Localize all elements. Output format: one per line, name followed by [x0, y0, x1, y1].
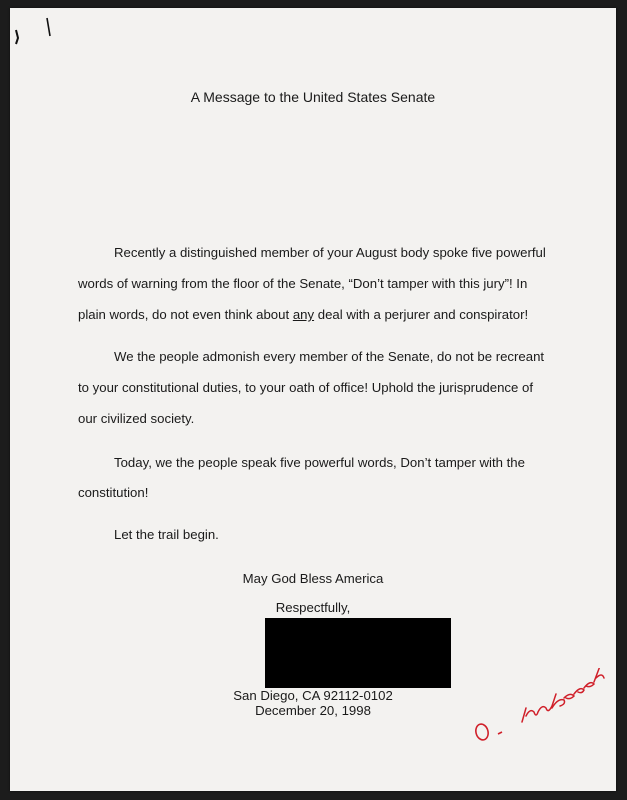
- closing-blessing: May God Bless America: [242, 571, 384, 586]
- paragraph-3-line-2: constitution!: [78, 485, 149, 500]
- paragraph-4: Let the trail begin.: [114, 527, 219, 542]
- paragraph-2-line-3: our civilized society.: [78, 411, 195, 426]
- paragraph-1-line-3-start: plain words, do not even think about: [78, 307, 293, 322]
- paragraph-1-line-1: Recently a distinguished member of your August body spoke five powerful: [114, 245, 546, 260]
- paragraph-1-line-2: words of warning from the floor of the Senate, “Don’t tamper with this jury”! In: [78, 276, 528, 291]
- closing-sign-off: Respectfully,: [275, 600, 351, 615]
- margin-mark-icon: [12, 14, 52, 54]
- redacted-signature-block: [265, 618, 451, 688]
- sender-city: San Diego, CA 92112-0102: [233, 688, 393, 703]
- paragraph-2-line-2: to your constitutional duties, to your oath of office! Uphold the jurisprudence of: [78, 380, 534, 395]
- letter-date: December 20, 1998: [255, 703, 371, 718]
- underlined-word-any: any: [292, 307, 315, 322]
- letter-page: [10, 8, 616, 791]
- paragraph-1-line-3: [78, 307, 528, 322]
- paragraph-3-line-1: Today, we the people speak five powerful words, Don’t tamper with the: [114, 455, 525, 470]
- handwritten-annotation-icon: [460, 668, 616, 758]
- letter-title: A Message to the United States Senate: [190, 89, 436, 105]
- paragraph-2-line-1: We the people admonish every member of the Senate, do not be recreant: [114, 349, 545, 364]
- paragraph-1-line-3-end: deal with a perjurer and conspirator!: [314, 307, 529, 322]
